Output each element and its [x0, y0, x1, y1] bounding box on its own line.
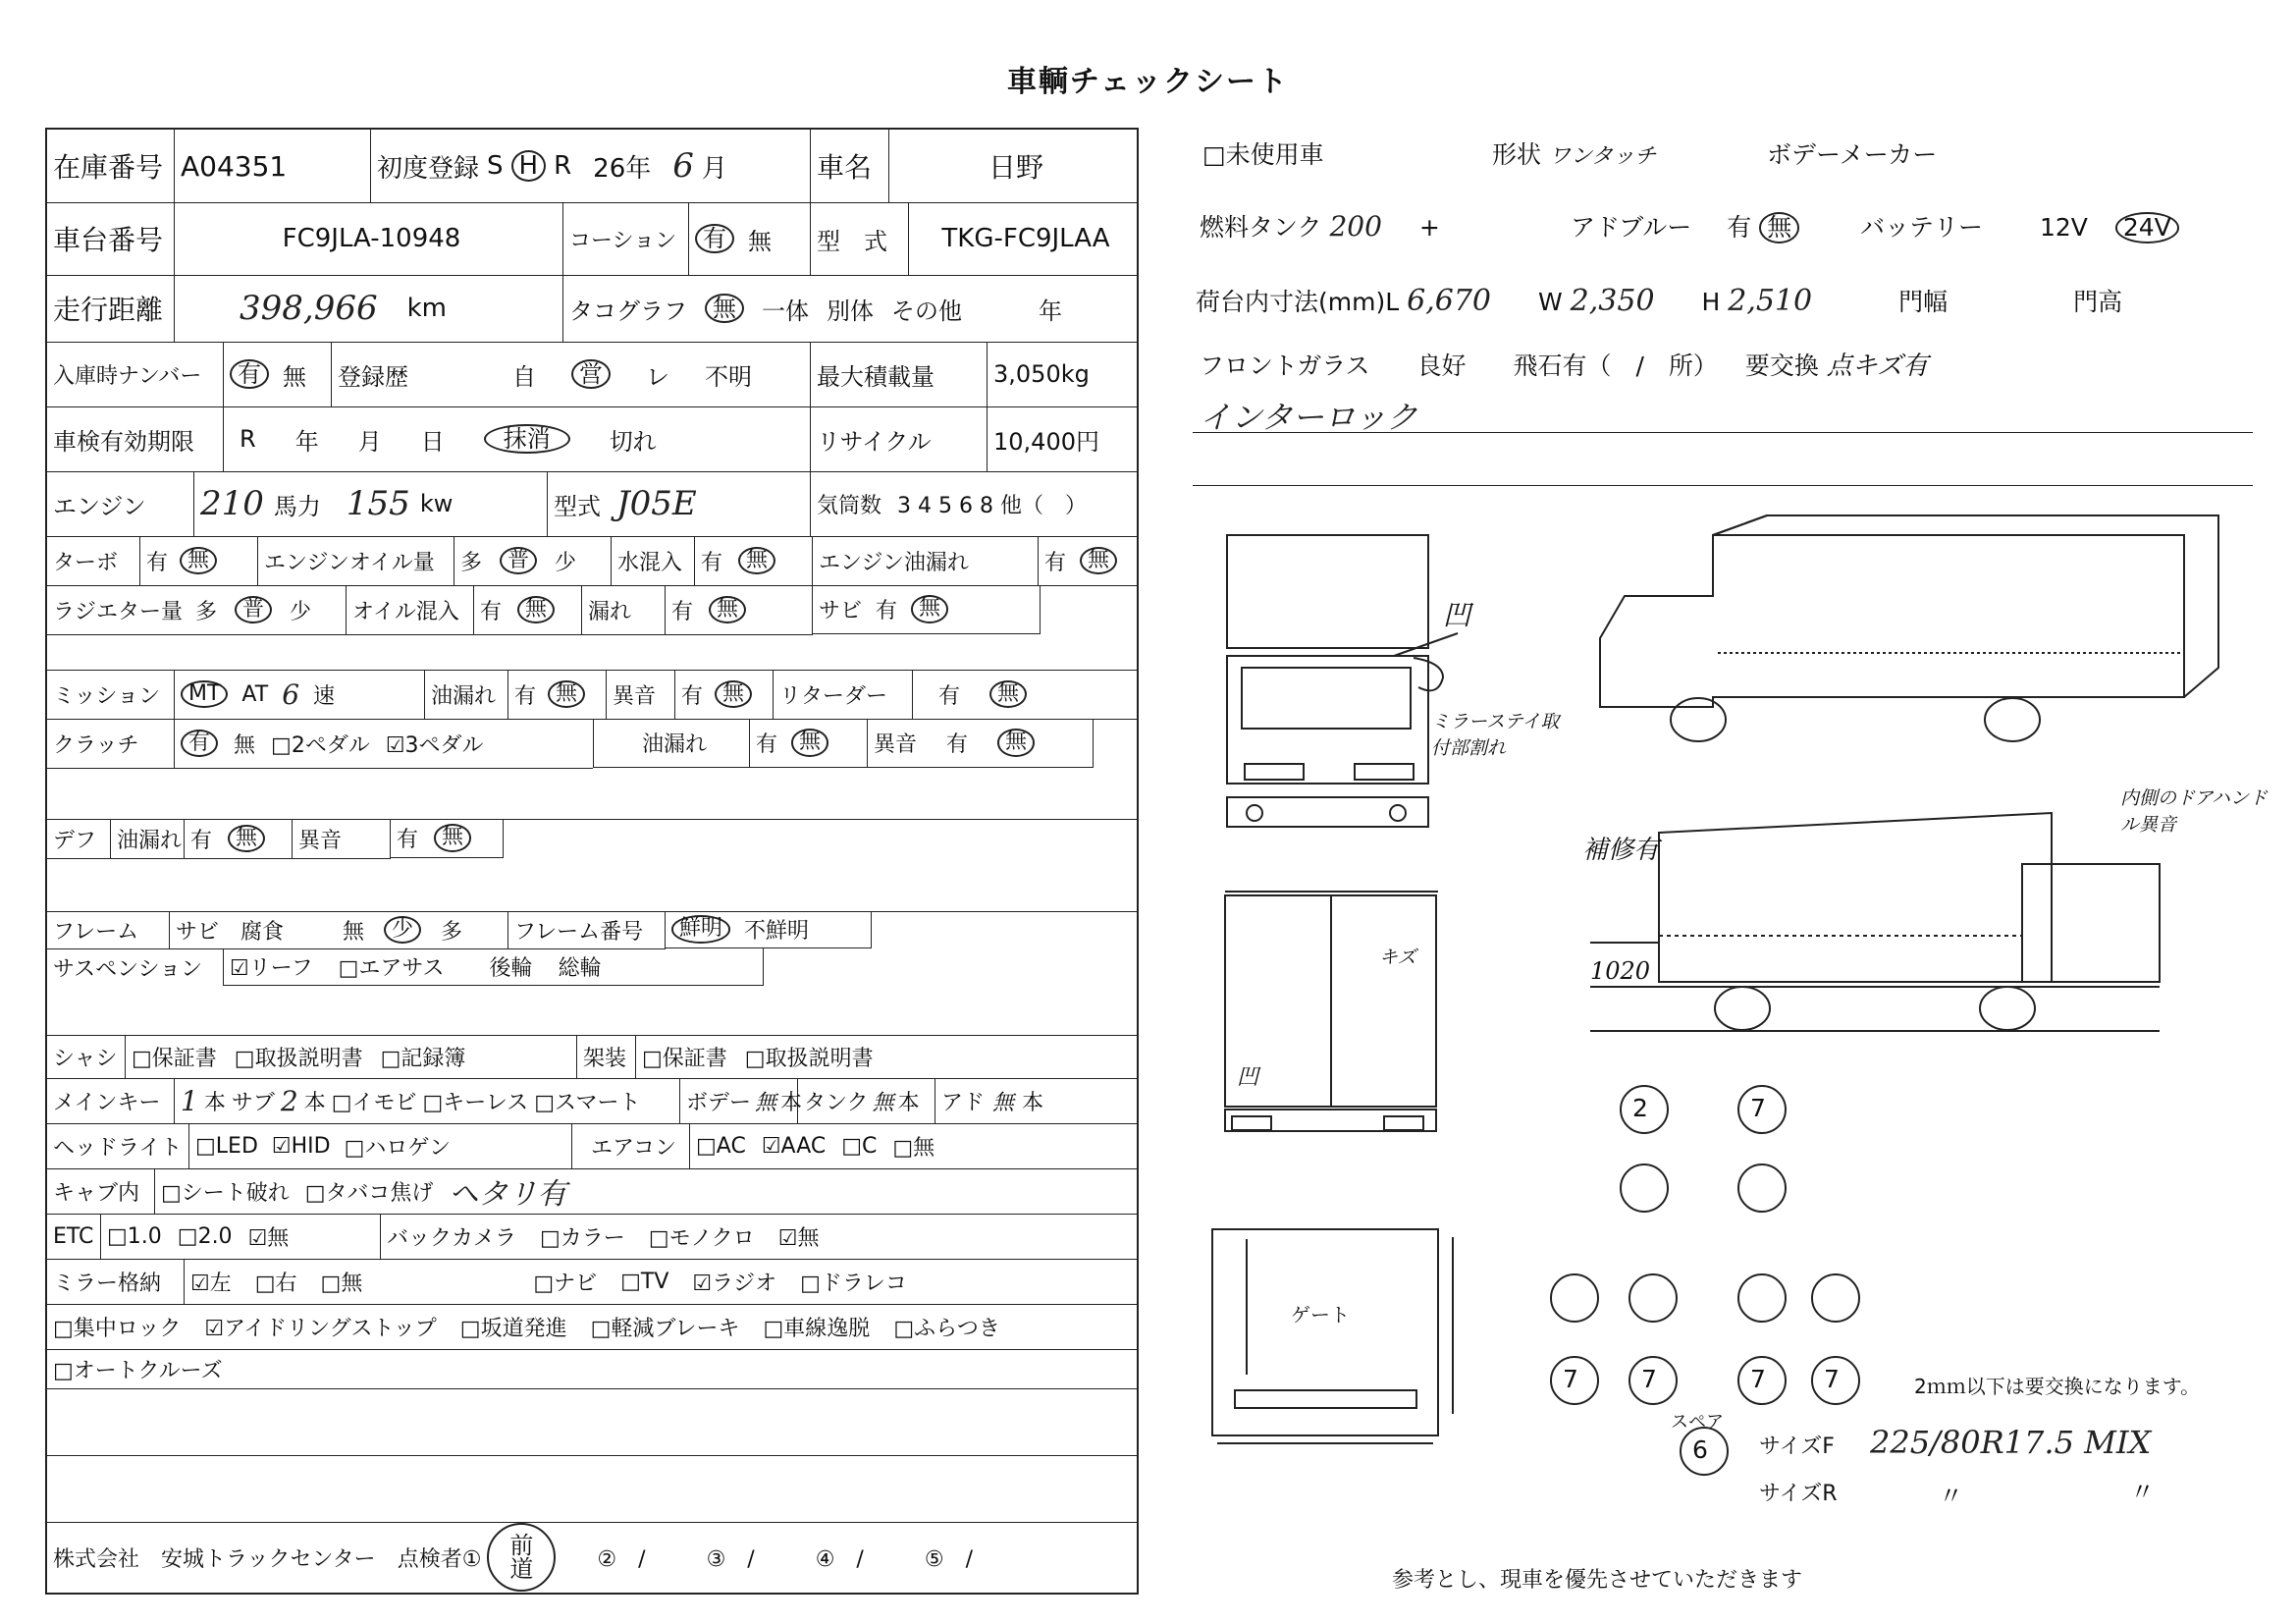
mission-label: ミッション: [47, 670, 175, 719]
inspector-2: ② /: [597, 1546, 646, 1572]
retarder-no: 無: [989, 680, 1027, 708]
tire-rear-4: 7: [1824, 1365, 1840, 1393]
inspector-label: 点検者①: [397, 1546, 482, 1572]
option-tv: □TV: [620, 1269, 669, 1294]
mirror-label: ミラー格納: [47, 1259, 185, 1304]
model-value: TKG-FC9JLAA: [941, 224, 1110, 253]
tire-rear-2: 7: [1641, 1365, 1657, 1393]
glass-note: 点キズ有: [1826, 352, 1929, 381]
adblue-key-unit: 本: [1022, 1090, 1044, 1115]
first-reg-era-r: R: [554, 151, 572, 181]
tire-front-right: 7: [1750, 1094, 1766, 1122]
mileage-label: 走行距離: [47, 275, 175, 342]
battery-24v: 24V: [2115, 212, 2179, 244]
turbo-label: ターボ: [47, 536, 140, 585]
tire-circle: [1629, 1274, 1677, 1322]
option-auto-cruise: □オートクルーズ: [53, 1358, 223, 1383]
tacho-none: 無: [705, 294, 744, 323]
diff-noise-label: 異音: [293, 819, 391, 858]
frame-label: フレーム: [47, 911, 170, 948]
disclaimer: 参考とし、現車を優先させていただきます: [1392, 1568, 1803, 1593]
aircon-aac: ☑AAC: [761, 1133, 827, 1159]
chassis-value: FC9JLA-10948: [175, 202, 563, 275]
mileage-unit: km: [406, 294, 447, 323]
inspection-year: 年: [294, 427, 319, 456]
body-maker-label: ボデーメーカー: [1767, 140, 1938, 169]
tire-circle: [1738, 1164, 1786, 1212]
radiator-normal: 普: [235, 596, 272, 623]
engine-kw-unit: kw: [419, 490, 454, 517]
sub-key-unit: 本: [303, 1090, 326, 1115]
engine-oil-leak-label: エンジン油漏れ: [813, 536, 1039, 585]
first-reg-year: 26年: [593, 153, 652, 184]
inspection-day: 日: [420, 427, 445, 456]
frame-number-label: フレーム番号: [508, 911, 666, 948]
engine-leak-no: 無: [1080, 547, 1117, 574]
leak-label: 漏れ: [582, 585, 666, 634]
sub-key-label: サブ: [231, 1090, 275, 1115]
body-key-unit: 本: [780, 1090, 803, 1115]
cab-note: ヘタリ有: [449, 1177, 567, 1212]
water-mix-label: 水混入: [612, 536, 695, 585]
chassis-manual: □取扱説明書: [234, 1046, 363, 1071]
option-lane-departure: □車線逸脱: [763, 1316, 871, 1341]
spare-value: 6: [1692, 1435, 1708, 1464]
option-navi: □ナビ: [533, 1271, 598, 1296]
engine-hp-value: 210: [200, 484, 264, 523]
clutch-yes: 有: [181, 730, 218, 757]
diff-leak-no: 無: [228, 825, 265, 852]
mission-leak-label: 油漏れ: [425, 670, 508, 719]
dim-height-label: H: [1701, 288, 1721, 316]
headlight-label: ヘッドライト: [47, 1123, 189, 1168]
clutch-leak-yes: 有: [756, 732, 778, 757]
clutch-noise-label: 異音: [874, 732, 918, 757]
main-key-unit: 本: [203, 1090, 226, 1115]
headlight-hid: ☑HID: [271, 1133, 331, 1159]
coating-no: 無: [748, 227, 772, 255]
inspector-5: ⑤ /: [924, 1546, 973, 1572]
oil-mix-label: オイル混入: [347, 585, 474, 634]
shape-value: ワンタッチ: [1548, 144, 1657, 169]
inspection-expired: 切れ: [609, 427, 657, 456]
gate-height-label: 門高: [2073, 288, 2123, 316]
tacho-year: 年: [1039, 297, 1062, 325]
etc-none: ☑無: [247, 1225, 290, 1251]
remarks-note: インターロック: [1200, 399, 1418, 436]
tire-circle: [1621, 1164, 1668, 1212]
adblue-yes: 有: [1727, 213, 1752, 242]
adblue-no: 無: [1759, 212, 1799, 244]
option-central-lock: □集中ロック: [53, 1316, 182, 1341]
oil-normal: 普: [500, 547, 537, 574]
dim-length: 6,670: [1407, 284, 1491, 318]
diagram-handle-note: 内側のドアハンドル異音: [2120, 787, 2268, 836]
clutch-leak-label: 油漏れ: [593, 719, 750, 768]
fuel-tank-value: 200: [1329, 210, 1382, 243]
diff-leak-yes: 有: [190, 828, 213, 853]
cab-label: キャブ内: [47, 1168, 155, 1214]
mission-leak-yes: 有: [514, 683, 537, 709]
back-camera-none: ☑無: [777, 1225, 820, 1251]
inspector-3: ③ /: [706, 1546, 755, 1572]
turbo-no: 無: [180, 547, 217, 574]
tire-circle: [1551, 1274, 1598, 1322]
mirror-right: □右: [254, 1271, 297, 1296]
mission-at: AT: [241, 681, 269, 707]
back-camera-label: バックカメラ: [387, 1225, 517, 1251]
oil-few: 少: [555, 550, 577, 575]
cab-cigarette-burn: □タバコ焦げ: [304, 1180, 434, 1206]
cylinders-options: 3 4 5 6 8 他（ ）: [897, 493, 1087, 518]
tire-size-rear-ditto-2: 〃: [2130, 1478, 2156, 1506]
chassis-docs-label: シャシ: [47, 1035, 126, 1078]
aircon-none: □無: [892, 1135, 935, 1161]
etc-1-0: □1.0: [107, 1223, 162, 1249]
reg-own: 自: [512, 362, 536, 391]
chassis-label: 車台番号: [47, 202, 175, 275]
clutch-no: 無: [234, 732, 256, 758]
tire-size-rear-ditto-1: 〃: [1939, 1482, 1964, 1510]
keys-label: メインキー: [47, 1078, 175, 1123]
diagram-dent-mark: 凹: [1443, 599, 1471, 631]
cylinders-label: 気筒数: [817, 493, 882, 518]
chassis-record: □記録簿: [380, 1046, 466, 1071]
stamp-char-2: 道: [509, 1555, 534, 1583]
body-key-label: ボデー: [686, 1090, 752, 1115]
frame-few: 少: [384, 916, 421, 944]
mission-noise-label: 異音: [607, 670, 675, 719]
coating-label: コーション: [563, 202, 689, 275]
max-load-value: 3,050kg: [993, 360, 1090, 388]
headlight-halogen: □ハロゲン: [344, 1135, 451, 1161]
tire-size-front: 225/80R17.5 MIX: [1870, 1424, 2152, 1461]
glass-replace: 要交換: [1744, 352, 1819, 380]
frame-rust-label: サビ 腐食: [176, 919, 285, 945]
max-load-label: 最大積載量: [811, 342, 988, 406]
engine-type-value: J05E: [616, 484, 697, 523]
mission-speed-value: 6: [282, 677, 300, 711]
main-key-count: 1: [181, 1084, 198, 1117]
mission-speed-unit: 速: [313, 683, 336, 709]
engine-type-label: 型式: [554, 492, 601, 520]
diagram-mirror-note: ミラーステイ取付部割れ: [1431, 711, 1560, 759]
back-camera-mono: □モノクロ: [648, 1225, 755, 1251]
car-name-label: 車名: [811, 130, 889, 202]
tank-key-label: タンク: [804, 1090, 869, 1115]
first-reg-era-h: H: [511, 150, 547, 183]
dim-length-label: 荷台内寸法(mm)L: [1196, 288, 1400, 316]
leak-no: 無: [709, 596, 746, 623]
adblue-key-count: 無: [992, 1090, 1015, 1115]
turbo-yes: 有: [146, 550, 169, 575]
tacho-integrated: 一体: [762, 297, 809, 325]
inspector-4: ④ /: [815, 1546, 864, 1572]
reg-business: 営: [571, 359, 611, 389]
frame-unclear: 不鮮明: [744, 919, 810, 944]
frame-many: 多: [441, 919, 463, 945]
coating-yes: 有: [695, 224, 734, 253]
oil-amount-label: エンジンオイル量: [258, 536, 454, 585]
adblue-label: アドブルー: [1571, 213, 1692, 242]
etc-2-0: □2.0: [177, 1223, 233, 1249]
glass-chip: 飛石有（ / 所）: [1513, 352, 1718, 380]
oil-mix-yes: 有: [480, 599, 503, 624]
mission-noise-no: 無: [715, 680, 752, 708]
diagram-repair-note: 補修有: [1582, 836, 1660, 865]
tacho-separate: 別体: [827, 297, 874, 325]
clutch-2pedal: □2ペダル: [271, 732, 370, 758]
inspection-month: 月: [357, 427, 382, 456]
tire-circle: [1738, 1274, 1786, 1322]
water-yes: 有: [701, 550, 723, 575]
cab-seat-tear: □シート破れ: [161, 1180, 290, 1206]
clutch-leak-no: 無: [791, 729, 828, 756]
recycle-label: リサイクル: [811, 406, 988, 471]
retarder-yes: 有: [938, 683, 961, 709]
gate-width-label: 門幅: [1898, 288, 1949, 316]
option-idling-stop: ☑アイドリングストップ: [204, 1316, 437, 1341]
model-label: 型 式: [811, 202, 909, 275]
option-hill-start: □坂道発進: [459, 1316, 567, 1341]
body-docs-label: 架装: [577, 1035, 636, 1078]
fuel-tank-label: 燃料タンク: [1200, 213, 1322, 242]
tire-size-front-label: サイズF: [1759, 1435, 1835, 1459]
radiator-label: ラジエター量: [53, 599, 184, 624]
unused-vehicle: □未使用車: [1202, 140, 1324, 169]
option-dashcam: □ドラレコ: [800, 1271, 907, 1296]
inspection-label: 車検有効期限: [47, 406, 224, 471]
suspension-rear: 後輪: [489, 956, 533, 981]
clutch-3pedal: ☑3ペダル: [385, 732, 484, 758]
diagram-gate-label: ゲート: [1291, 1303, 1350, 1326]
plate-yes: 有: [230, 359, 269, 389]
body-warranty: □保証書: [642, 1046, 727, 1071]
dim-width: 2,350: [1570, 284, 1655, 318]
inspection-r: R: [240, 425, 256, 453]
diagram-dent-note: 凹: [1237, 1065, 1259, 1090]
radiator-few: 少: [290, 599, 312, 624]
tire-front-left: 2: [1632, 1094, 1648, 1122]
option-collision-brake: □軽減ブレーキ: [590, 1316, 740, 1341]
shape-label: 形状: [1492, 140, 1542, 169]
stock-label: 在庫番号: [47, 130, 175, 202]
retarder-label: リターダー: [774, 670, 913, 719]
engine-kw-value: 155: [346, 484, 410, 523]
water-no: 無: [738, 547, 775, 574]
body-manual: □取扱説明書: [744, 1046, 874, 1071]
mission-leak-no: 無: [548, 680, 585, 708]
first-reg-era-s: S: [487, 151, 504, 181]
plate-label: 入庫時ナンバー: [47, 342, 224, 406]
immobilizer: □イモビ: [331, 1090, 417, 1115]
engine-leak-yes: 有: [1044, 550, 1067, 575]
tacho-label: タコグラフ: [569, 297, 687, 325]
tire-rear-3: 7: [1750, 1365, 1766, 1393]
oil-mix-no: 無: [517, 596, 555, 623]
leak-yes: 有: [671, 599, 694, 624]
first-reg-month-value: 6: [672, 146, 694, 186]
diff-label: デフ: [47, 819, 111, 858]
car-name-value: 日野: [988, 151, 1043, 184]
chassis-warranty: □保証書: [132, 1046, 217, 1071]
back-camera-color: □カラー: [540, 1225, 625, 1251]
battery-label: バッテリー: [1860, 213, 1984, 242]
sub-key-count: 2: [280, 1084, 298, 1117]
diff-leak-label: 油漏れ: [111, 819, 185, 858]
front-glass-label: フロントガラス: [1200, 352, 1370, 380]
glass-good: 良好: [1416, 352, 1467, 380]
keyless: □キーレス: [422, 1090, 529, 1115]
mission-noise-yes: 有: [681, 683, 704, 709]
mirror-none: □無: [320, 1271, 363, 1296]
frame-none: 無: [343, 919, 365, 945]
suspension-leaf: ☑リーフ: [230, 956, 313, 981]
battery-12v: 12V: [2039, 213, 2088, 242]
spare-label: スペア: [1671, 1412, 1724, 1433]
aircon-ac: □AC: [696, 1133, 746, 1159]
frame-clear: 鮮明: [671, 915, 730, 943]
rust-yes: 有: [876, 599, 898, 623]
suspension-air: □エアサス: [338, 956, 445, 981]
plate-no: 無: [283, 362, 306, 391]
stamp-char-1: 前: [509, 1532, 534, 1559]
reg-history-label: 登録歴: [338, 362, 408, 391]
tank-key-unit: 本: [897, 1090, 920, 1115]
inspection-cancel: 抹消: [484, 424, 570, 454]
tire-circle: [1812, 1274, 1859, 1322]
engine-label: エンジン: [47, 471, 194, 536]
etc-label: ETC: [47, 1214, 101, 1259]
radiator-many: 多: [195, 599, 218, 624]
tire-note: 2ｍｍ以下は要交換になります。: [1914, 1375, 2201, 1398]
aircon-label: エアコン: [572, 1123, 690, 1168]
stock-value: A04351: [175, 130, 371, 202]
mirror-left: ☑左: [190, 1271, 232, 1296]
fuel-tank-plus: +: [1418, 213, 1440, 242]
dim-width-label: W: [1537, 288, 1563, 316]
diff-noise-no: 無: [434, 824, 471, 851]
suspension-all: 総輪: [558, 956, 602, 981]
clutch-label: クラッチ: [47, 719, 175, 768]
smart-key: □スマート: [534, 1090, 641, 1115]
rust-no: 無: [911, 595, 948, 623]
suspension-label: サスペンション: [47, 948, 224, 986]
headlight-led: □LED: [195, 1133, 258, 1159]
option-wobble-alert: □ふらつき: [893, 1316, 1000, 1341]
diff-noise-yes: 有: [397, 828, 419, 852]
diagram-1020: 1020: [1590, 957, 1651, 985]
tire-size-rear-label: サイズR: [1759, 1482, 1838, 1506]
option-radio: ☑ラジオ: [692, 1271, 777, 1296]
mission-mt: MT: [181, 680, 228, 708]
adblue-key-label: アド: [941, 1090, 986, 1115]
first-reg-month-unit: 月: [701, 153, 727, 184]
diagram-scratch-note: キズ: [1379, 947, 1416, 968]
tire-rear-1: 7: [1563, 1365, 1578, 1393]
page-title: 車輌チェックシート: [1006, 65, 1290, 99]
oil-many: 多: [460, 550, 483, 575]
reg-lease: レ: [646, 362, 669, 391]
body-key-count: 無: [755, 1090, 777, 1115]
tacho-other: その他: [891, 297, 962, 325]
first-reg-label: 初度登録: [377, 153, 480, 184]
aircon-c: □C: [841, 1133, 878, 1159]
tank-key-count: 無: [872, 1090, 894, 1115]
mileage-value: 398,966: [240, 289, 378, 328]
clutch-noise-no: 無: [997, 729, 1035, 756]
engine-hp-unit: 馬力: [273, 492, 321, 520]
company-name: 株式会社 安城トラックセンター: [53, 1546, 376, 1572]
reg-unknown: 不明: [705, 362, 752, 391]
recycle-value: 10,400円: [993, 427, 1099, 456]
dim-height: 2,510: [1728, 284, 1813, 318]
clutch-noise-yes: 有: [946, 732, 969, 757]
rust-label: サビ: [819, 599, 863, 623]
